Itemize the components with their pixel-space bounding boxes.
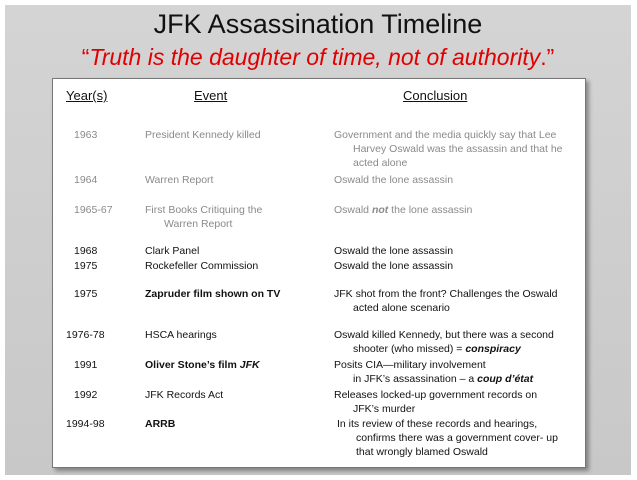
row-1968-event <box>145 244 199 258</box>
row-1992-event <box>145 388 223 402</box>
row-1992-year: 1992 <box>74 389 98 401</box>
row-1975-event <box>145 259 258 273</box>
event-line: First Books Critiquing the <box>145 204 263 216</box>
row-1975-zapruder-conclusion <box>334 287 558 315</box>
row-1964-year: 1964 <box>74 174 98 186</box>
conclusion-line: JFK shot from the front? Challenges the Oswald <box>334 288 558 300</box>
row-1992-conclusion <box>334 388 537 416</box>
event-line: Warren Report <box>164 218 233 230</box>
quote-open-mark: “ <box>81 44 90 70</box>
conclusion-line: acted alone scenario <box>353 302 450 314</box>
event-part: Oliver Stone’s film <box>145 359 240 371</box>
event-line: ARRB <box>145 418 176 430</box>
conclusion-line: Releases locked-up government records on <box>334 389 538 401</box>
event-line: President Kennedy killed <box>145 129 261 141</box>
conclusion-line <box>334 342 554 356</box>
conclusion-part: shooter (who missed) = <box>353 343 466 355</box>
conclusion-part: the lone assassin <box>388 204 473 216</box>
row-1963-year: 1963 <box>74 129 98 141</box>
event-line: Rockefeller Commission <box>145 260 259 272</box>
row-1965-67-conclusion <box>334 203 472 217</box>
row-1994-98-event <box>145 417 175 431</box>
row-1968-conclusion <box>334 244 453 258</box>
row-1991-year: 1991 <box>74 359 98 371</box>
conclusion-line: Government and the media quickly say that Lee <box>334 129 557 141</box>
emphasis-not: not <box>371 204 389 216</box>
slide-title: JFK Assassination Timeline <box>153 9 483 39</box>
row-1975-conclusion <box>334 259 453 273</box>
conclusion-line: Oswald killed Kennedy, but there was a second <box>334 329 554 341</box>
conclusion-part: in JFK’s assassination – a <box>353 373 478 385</box>
header-event: Event <box>194 88 228 103</box>
timeline-table <box>52 78 586 468</box>
emphasis-jfk: JFK <box>239 359 260 371</box>
row-1994-98-conclusion <box>337 417 558 459</box>
slide <box>5 5 631 475</box>
event-line: Clark Panel <box>145 245 200 257</box>
row-1975-zapruder-year: 1975 <box>74 288 98 300</box>
conclusion-line: confirms there was a government cover- up <box>356 432 558 444</box>
row-1965-67-event <box>145 203 262 231</box>
row-1968-year: 1968 <box>74 245 98 257</box>
row-1976-78-event <box>145 328 217 342</box>
header-year: Year(s) <box>66 88 108 103</box>
quote-text: Truth is the daughter of time, not of authority <box>89 44 541 70</box>
emphasis-coup: coup d’état <box>477 373 534 385</box>
conclusion-part: Oswald <box>334 204 372 216</box>
conclusion-line <box>334 372 533 386</box>
conclusion-line: Oswald the lone assassin <box>334 260 454 272</box>
row-1976-78-conclusion <box>334 328 554 356</box>
row-1975-zapruder-event <box>145 287 280 301</box>
row-1963-event <box>145 128 261 142</box>
event-line: Zapruder film shown on TV <box>145 288 281 300</box>
header-conclusion: Conclusion <box>403 88 468 103</box>
event-line: HSCA hearings <box>145 329 217 341</box>
conclusion-line: Posits CIA—military involvement <box>334 359 486 371</box>
row-1964-conclusion <box>334 173 453 187</box>
quote-close-mark: .” <box>540 44 555 70</box>
conclusion-line: Oswald the lone assassin <box>334 245 454 257</box>
conclusion-line: In its review of these records and hearings, <box>337 418 538 430</box>
row-1991-conclusion <box>334 358 533 386</box>
row-1965-67-year: 1965-67 <box>74 204 113 216</box>
row-1991-event <box>145 358 260 372</box>
conclusion-line: JFK’s murder <box>353 403 416 415</box>
row-1976-78-year: 1976-78 <box>66 329 105 341</box>
event-line: JFK Records Act <box>145 389 224 401</box>
event-line: Warren Report <box>145 174 214 186</box>
emphasis-conspiracy: conspiracy <box>465 343 521 355</box>
conclusion-line: that wrongly blamed Oswald <box>356 446 488 458</box>
row-1963-conclusion <box>334 128 563 170</box>
conclusion-line: Harvey Oswald was the assassin and that he <box>353 143 563 155</box>
conclusion-line: acted alone <box>353 157 408 169</box>
conclusion-line: Oswald the lone assassin <box>334 174 454 186</box>
slide-quote <box>5 44 631 71</box>
row-1964-event <box>145 173 213 187</box>
row-1975-year: 1975 <box>74 260 98 272</box>
row-1994-98-year: 1994-98 <box>66 418 105 430</box>
